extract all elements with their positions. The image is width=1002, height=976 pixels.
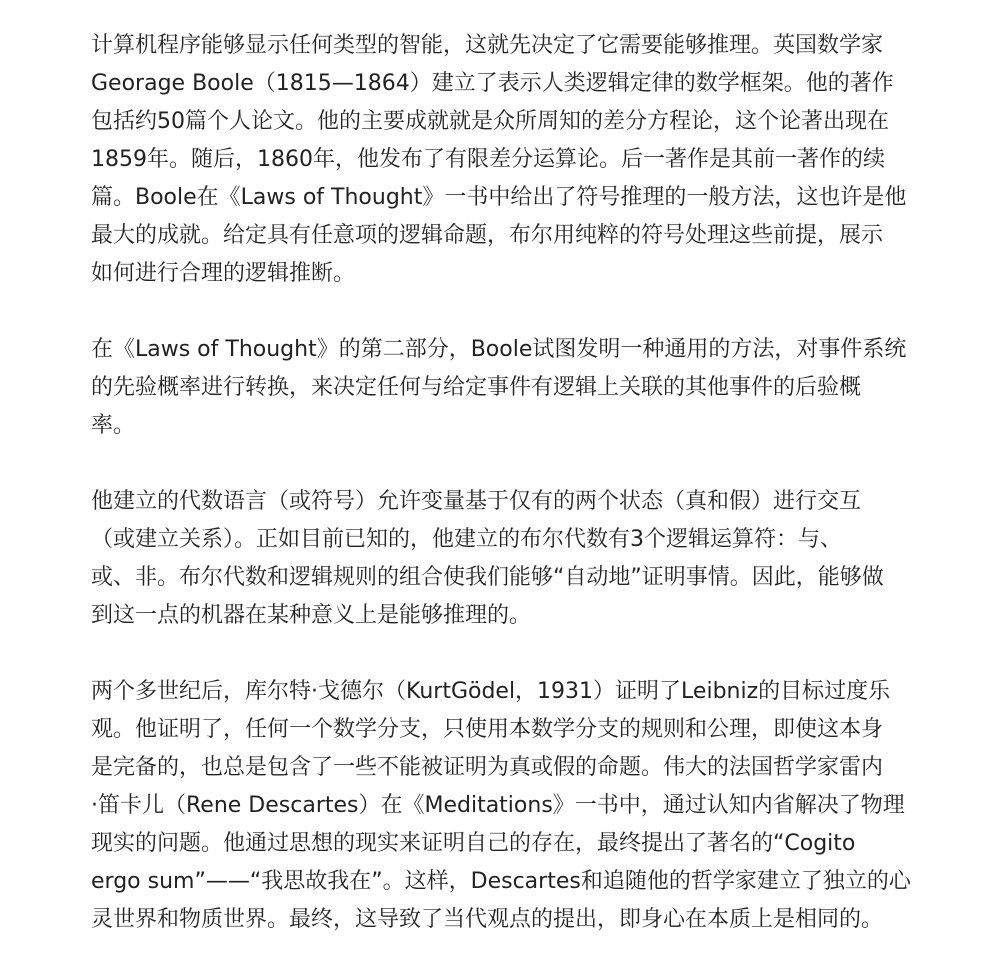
paragraph-godel-descartes [91,673,961,939]
text-line: 如何进行合理的逻辑推断。 [91,261,356,286]
text-line: 到这一点的机器在某种意义上是能够推理的。 [91,603,532,628]
text-line: 包括约50篇个人论文。他的主要成就就是众所周知的差分方程论，这个论著出现在 [91,109,889,134]
text-line: 或、非。布尔代数和逻辑规则的组合使我们能够“自动地”证明事情。因此，能够做 [91,565,884,590]
text-line: 灵世界和物质世界。最终，这导致了当代观点的提出，即身心在本质上是相同的。 [91,907,884,932]
text-line: ergo sum”——“我思故我在”。这样，Descartes和追随他的哲学家建立了独立的心 [91,869,911,894]
text-line: 篇。Boole在《Laws of Thought》一书中给出了符号推理的一般方法，这也许是他 [91,185,907,210]
text-line: 1859年。随后，1860年，他发布了有限差分运算论。后一著作是其前一著作的续 [91,147,885,172]
text-line: Georage Boole（1815—1864）建立了表示人类逻辑定律的数学框架。他的著作 [91,71,894,96]
text-line: （或建立关系）。正如目前已知的，他建立的布尔代数有3个逻辑运算符：与、 [91,527,842,552]
text-line: 现实的问题。他通过思想的现实来证明自己的存在，最终提出了著名的“Cogito [91,831,856,856]
text-line: 最大的成就。给定具有任意项的逻辑命题，布尔用纯粹的符号处理这些前提，展示 [91,223,884,248]
text-line: ·笛卡儿（Rene Descartes）在《Meditations》一书中，通过认知内省解决了物理 [91,793,905,818]
text-line: 是完备的，也总是包含了一些不能被证明为真或假的命题。伟大的法国哲学家雷内 [91,755,884,780]
text-line: 他建立的代数语言（或符号）允许变量基于仅有的两个状态（真和假）进行交互 [91,489,862,514]
text-line: 两个多世纪后，库尔特·戈德尔（KurtGödel，1931）证明了Leibniz的目标过度乐 [91,679,891,704]
text-line: 观。他证明了，任何一个数学分支，只使用本数学分支的规则和公理，即使这本身 [91,717,884,742]
text-line: 率。 [91,413,136,438]
text-line: 计算机程序能够显示任何类型的智能，这就先决定了它需要能够推理。英国数学家 [91,33,884,58]
article-body [91,27,961,939]
paragraph-boolean-algebra [91,483,961,635]
paragraph-boole-intro [91,27,961,293]
text-line: 的先验概率进行转换，来决定任何与给定事件有逻辑上关联的其他事件的后验概 [91,375,862,400]
paragraph-laws-of-thought [91,331,961,445]
text-line: 在《Laws of Thought》的第二部分，Boole试图发明一种通用的方法，对事件系统 [91,337,907,362]
